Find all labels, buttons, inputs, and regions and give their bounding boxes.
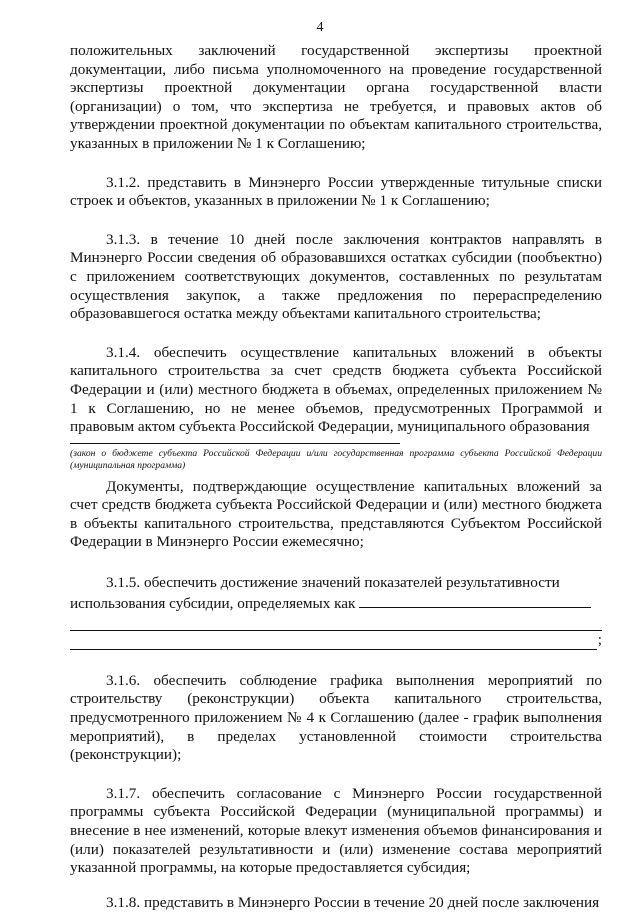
blank-field-1[interactable] <box>359 593 591 608</box>
paragraph-3-1-2: 3.1.2. представить в Минэнерго России утвержденные титульные списки строек и объектов, указанных в приложении № 1 к Соглашению; <box>70 173 602 210</box>
blank-field-3-semicolon: ; <box>597 631 602 649</box>
paragraph-3-1-4-documents: Документы, подтверждающие осуществление капитальных вложений за счет средств бюджета субъекта Российской Федерации и (или) местного бюджета в объекты капитального строительства, представляются Субъектом Российской Федерации в Минэнерго России ежемесячно; <box>70 477 602 551</box>
paragraph-3-1-5 <box>70 574 602 613</box>
hint-rule <box>70 443 400 444</box>
paragraph-continuation: положительных заключений государственной экспертизы проектной документации, либо письма уполномоченного на проведение государственной экспертизы проектной документации органа государственной власти (организации) о том, что экспертиза не требуется, и правовых актов об утверждении проектной документации по объектам капитального строительства, указанных в приложении № 1 к Соглашению; <box>70 42 602 152</box>
paragraph-3-1-4-hint: (закон о бюджете субъекта Российской Федерации и/или государственная программа субъекта Российской Федерации (муниципальная программа) <box>70 447 602 471</box>
blank-field-2[interactable] <box>70 613 602 631</box>
paragraph-3-1-3: 3.1.3. в течение 10 дней после заключения контрактов направлять в Минэнерго России сведения об образовавшихся остатках субсидии (пообъектно) с приложением соответствующих документов, составленных по результатам осуществления закупок, а также предложения по перераспределению образовавшегося остатка между объектами капитального строительства; <box>70 230 602 323</box>
blank-field-3[interactable] <box>70 632 597 650</box>
paragraph-3-1-4: 3.1.4. обеспечить осуществление капитальных вложений в объекты капитального строительства за счет средств бюджета субъекта Российской Федерации и (или) местного бюджета в объемах, определенных приложением № 1 к Соглашению, но не менее объемов, предусмотренных Программой и правовым актом субъекта Российской Федерации, муниципального образования <box>70 343 602 436</box>
paragraph-3-1-7: 3.1.7. обеспечить согласование с Минэнерго России государственной программы субъекта Российской Федерации (муниципальной программы) и внесение в нее изменений, которые влекут изменения объемов финансирования и (или) показателей результативности и (или) изменение состава мероприятий указанной программы, на которые предоставляется субсидия; <box>70 784 602 877</box>
paragraph-3-1-8: 3.1.8. представить в Минэнерго России в течение 20 дней после заключения <box>106 893 600 911</box>
document-body <box>70 42 602 912</box>
paragraph-3-1-6: 3.1.6. обеспечить соблюдение графика выполнения мероприятий по строительству (реконструкции) объекта капитального строительства, предусмотренного приложением № 4 к Соглашению (далее - график выполнения мероприятий), в пределах установленной стоимости строительства (реконструкции); <box>70 671 602 764</box>
paragraph-3-1-5-text: 3.1.5. обеспечить достижение значений показателей результативности использования субсидии, определяемых как <box>70 574 560 612</box>
blank-field-3-row <box>70 631 602 650</box>
page-number: 4 <box>316 20 324 35</box>
